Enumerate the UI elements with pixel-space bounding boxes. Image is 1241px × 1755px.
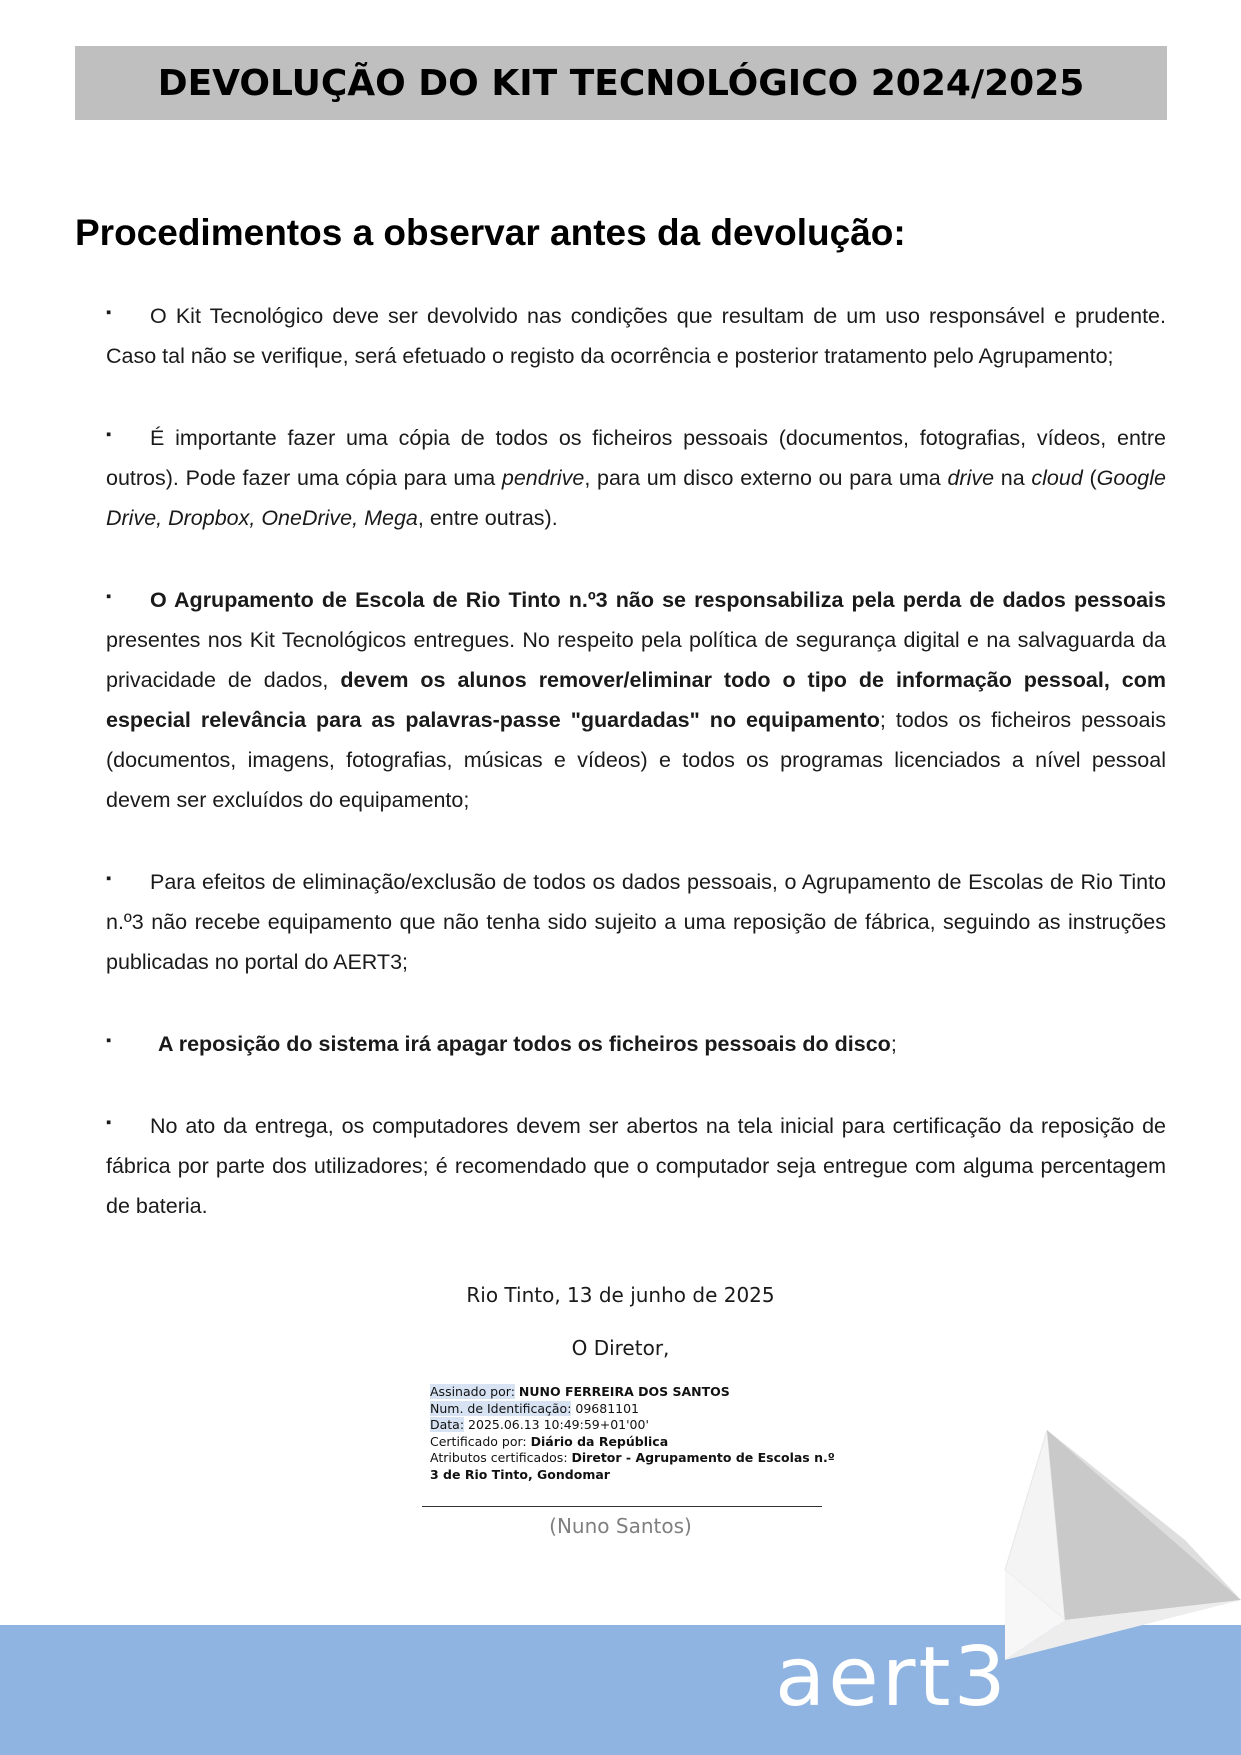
bullet-icon: ▪ <box>106 870 112 887</box>
sig-value: 2025.06.13 10:49:59+01'00' <box>468 1417 649 1432</box>
list-item <box>106 862 1166 982</box>
sig-label: Atributos certificados: <box>430 1450 568 1465</box>
bullet-icon: ▪ <box>106 304 112 321</box>
item-text: , entre outras). <box>417 506 558 530</box>
bullet-icon: ▪ <box>106 426 112 443</box>
item-text: ; <box>890 1032 897 1056</box>
item-text: presentes nos Kit Tecnológicos entregues. No respeito pela política de segurança digital e na salvaguarda da privacidade de dados, <box>106 628 1166 692</box>
document-title: DEVOLUÇÃO DO KIT TECNOLÓGICO 2024/2025 <box>157 62 1085 104</box>
list-item <box>106 1024 1166 1064</box>
signatory-role: O Diretor, <box>571 1336 670 1360</box>
logo-wordmark: aert3 <box>775 1630 1009 1725</box>
item-italic: drive <box>947 466 995 490</box>
sig-value: 09681101 <box>575 1400 640 1416</box>
item-text: na <box>994 466 1032 490</box>
item-text: ( <box>1082 466 1097 490</box>
list-item <box>106 1106 1166 1226</box>
list-item <box>106 418 1166 538</box>
item-text: No ato da entrega, os computadores devem ser abertos na tela inicial para certificação da reposição de fábrica por parte dos utilizadores; é recomendado que o computador seja entregue com alguma percentagem de bateria. <box>106 1114 1166 1218</box>
list-item <box>106 296 1166 376</box>
item-text: O Kit Tecnológico deve ser devolvido nas condições que resultam de um uso responsável e prudente. Caso tal não se verifique, será efetuado o registo da ocorrência e posterior tratamento pelo Agrupamento; <box>106 304 1166 368</box>
item-text: É importante fazer uma cópia de todos os ficheiros pessoais (documentos, fotografias, vídeos, entre outros). Pode fazer uma cópia para uma <box>106 426 1166 490</box>
section-heading: Procedimentos a observar antes da devolução: <box>75 212 906 253</box>
printed-name: (Nuno Santos) <box>549 1514 692 1538</box>
item-italic: pendrive <box>501 466 585 490</box>
bullet-icon: ▪ <box>106 1114 112 1131</box>
sig-value: NUNO FERREIRA DOS SANTOS <box>518 1384 730 1399</box>
logo-prism-icon <box>985 1420 1241 1680</box>
item-italic: cloud <box>1031 466 1083 490</box>
sig-value: Diretor - Agrupamento de Escolas n.º 3 de Rio Tinto, Gondomar <box>430 1450 835 1482</box>
digital-signature <box>430 1384 840 1483</box>
list-item <box>106 580 1166 820</box>
item-italic: Google Drive, Dropbox, OneDrive, Mega <box>106 466 1166 530</box>
title-banner <box>75 46 1167 120</box>
bullet-icon: ▪ <box>106 588 112 605</box>
item-bold: O Agrupamento de Escola de Rio Tinto n.º3 não se responsabiliza pela perda de dados pessoais <box>150 588 1166 612</box>
sig-value: Diário da República <box>530 1433 669 1449</box>
sig-label: Assinado por: <box>430 1384 515 1399</box>
place-date: Rio Tinto, 13 de junho de 2025 <box>466 1283 775 1307</box>
item-text: Para efeitos de eliminação/exclusão de todos os dados pessoais, o Agrupamento de Escolas de Rio Tinto n.º3 não recebe equipamento que não tenha sido sujeito a uma reposição de fábrica, seguindo as instruções publicadas no portal do AERT3; <box>106 870 1166 974</box>
item-bold: devem os alunos remover/eliminar todo o tipo de informação pessoal, com especial relevância para as palavras-passe "guardadas" no equipamento <box>106 668 1167 732</box>
sig-label: Data: <box>430 1417 465 1432</box>
item-bold: A reposição do sistema irá apagar todos os ficheiros pessoais do disco <box>158 1032 891 1056</box>
signature-line <box>422 1506 822 1507</box>
procedures-list <box>106 296 1166 1226</box>
item-text: ; todos os ficheiros pessoais (documentos, imagens, fotografias, músicas e vídeos) e todos os programas licenciados a nível pessoal devem ser excluídos do equipamento; <box>106 708 1166 812</box>
item-text: , para um disco externo ou para uma <box>584 466 948 490</box>
sig-label: Num. de Identificação: <box>430 1400 572 1416</box>
bullet-icon: ▪ <box>106 1032 112 1049</box>
sig-label: Certificado por: <box>430 1433 527 1449</box>
